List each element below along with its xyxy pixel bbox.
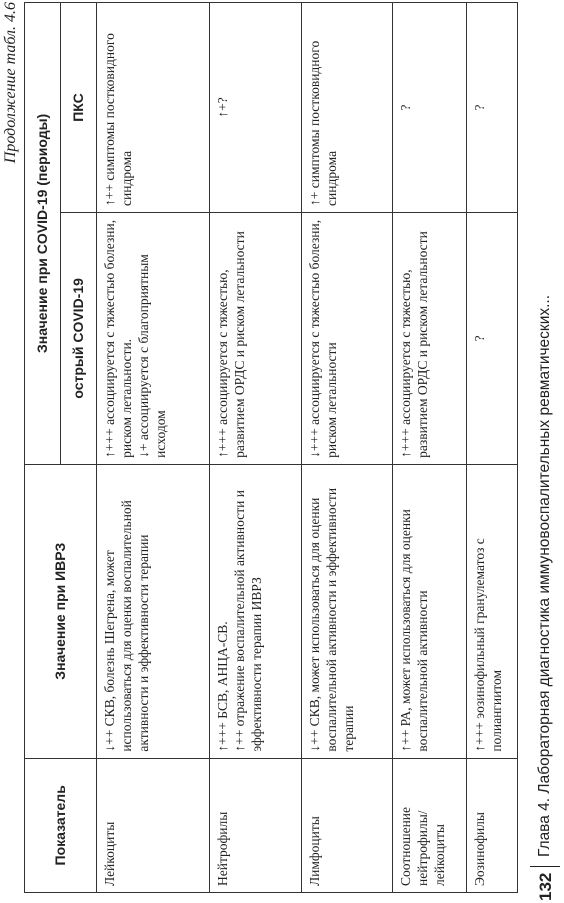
- footer-divider: [530, 866, 560, 867]
- cell-ivrz: ↑++ РА, может использоваться для оценки воспалительной активности: [392, 464, 466, 758]
- table-row: [392, 3, 466, 893]
- table-header-row: [25, 3, 61, 893]
- table-row: [302, 3, 392, 893]
- cell-ivrz: ↓++ СКВ, болезнь Шегрена, может использоваться для оценки воспалительной активности и эффективности терапии: [97, 464, 210, 758]
- cell-indicator: Нейтрофилы: [209, 758, 301, 892]
- cell-acute: ↑+++ ассоциируется с тяжестью болезни, риском летальности. ↓+ ассоциируется с благоприятным исходом: [97, 212, 210, 464]
- cell-acute: ↑+++ ассоциируется с тяжестью, развитием ОРДС и риском летальности: [209, 212, 301, 464]
- cell-pks: ?: [466, 3, 517, 213]
- page-footer: [524, 0, 564, 903]
- cell-indicator: Лейкоциты: [97, 758, 210, 892]
- cell-indicator: Лимфоциты: [302, 758, 392, 892]
- table-row: [466, 3, 517, 893]
- cell-pks: ↑++ симптомы постковидного синдрома: [97, 3, 210, 213]
- cell-pks: ↑+?: [209, 3, 301, 213]
- cell-pks: ↑+ симптомы постковидного синдрома: [302, 3, 392, 213]
- header-pks: ПКС: [61, 3, 97, 213]
- header-covid: Значение при COVID-19 (периоды): [25, 3, 61, 465]
- table-row: [209, 3, 301, 893]
- lab-table: [24, 2, 518, 893]
- header-indicator: Показатель: [25, 758, 97, 892]
- running-title: Глава 4. Лабораторная диагностика иммуновоспалительных ревматических...: [536, 294, 553, 857]
- continuation-note: Продолжение табл. 4.6: [2, 2, 19, 164]
- cell-pks: ?: [392, 3, 466, 213]
- cell-acute: ↑+++ ассоциируется с тяжестью, развитием ОРДС и риском летальности: [392, 212, 466, 464]
- table-row: [97, 3, 210, 893]
- cell-indicator: Эозинофилы: [466, 758, 517, 892]
- header-ivrz: Значение при ИВРЗ: [25, 464, 97, 758]
- cell-ivrz: ↑+++ эозинофильный гранулематоз с полиангиитом: [466, 464, 517, 758]
- cell-acute: ?: [466, 212, 517, 464]
- page-number: 132: [536, 872, 555, 901]
- cell-acute: ↓+++ ассоциируется с тяжестью болезни, риском летальности: [302, 212, 392, 464]
- cell-indicator: Соотношение нейтрофилы/лейкоциты: [392, 758, 466, 892]
- cell-ivrz: ↑+++ БСВ, АНЦА-СВ. ↑++ отражение воспалительной активности и эффективности терапии ИВРЗ: [209, 464, 301, 758]
- cell-ivrz: ↓++ СКВ, может использоваться для оценки воспалительной активности и эффективности терапии: [302, 464, 392, 758]
- header-acute: острый COVID-19: [61, 212, 97, 464]
